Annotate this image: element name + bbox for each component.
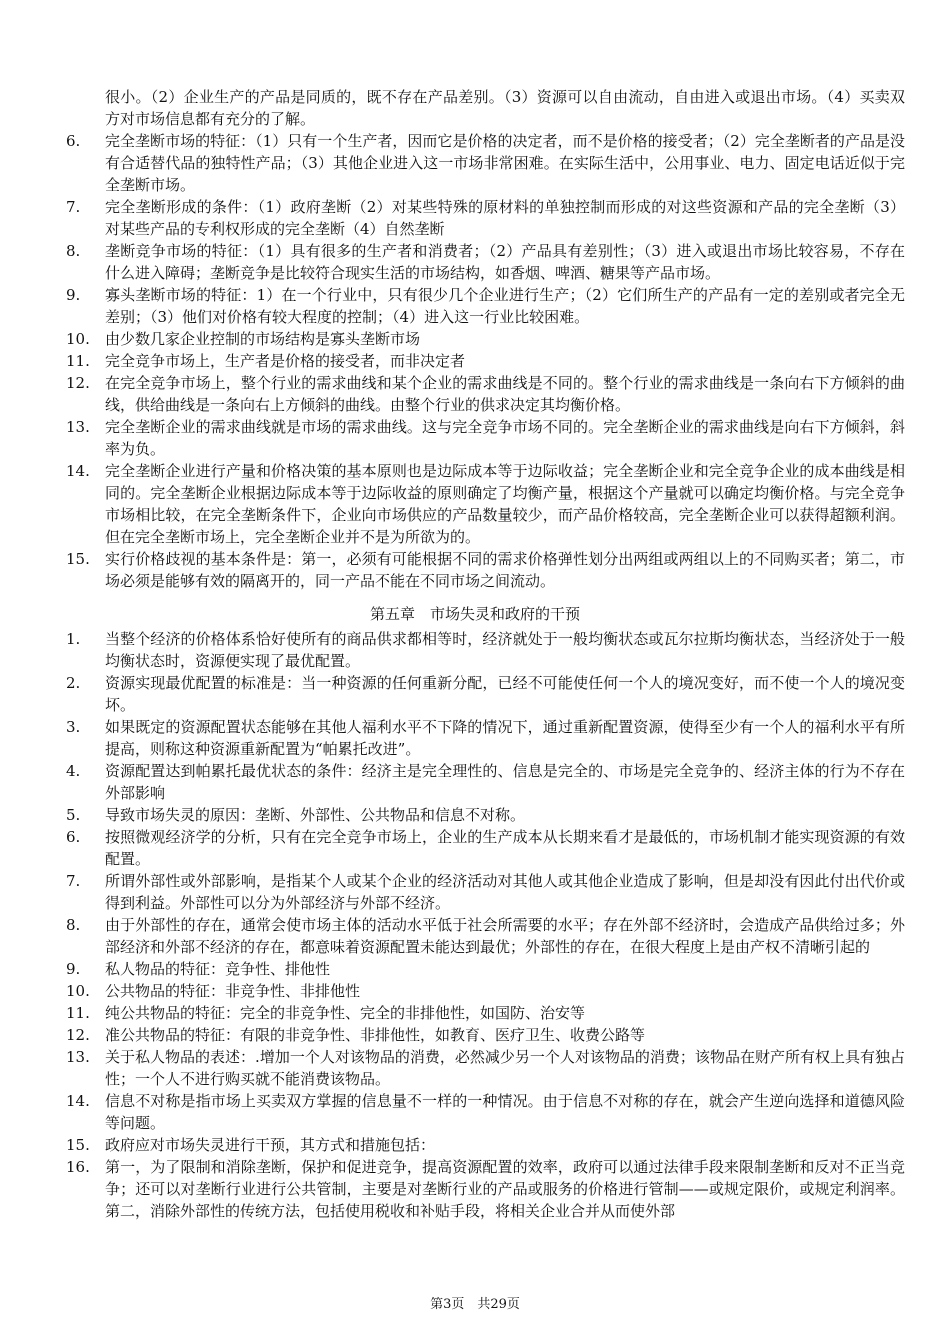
- item-number: 12.: [66, 1026, 90, 1044]
- item-number: 6.: [66, 132, 81, 150]
- list-item: [0, 628, 905, 672]
- list-item: [0, 672, 905, 716]
- item-text: 关于私人物品的表述：.增加一个人对该物品的消费，必然减少另一个人对该物品的消费；该物品在财产所有权上具有独占性；一个人不进行购买就不能消费该物品。: [105, 1048, 905, 1088]
- list-item: [0, 1090, 905, 1134]
- list-market-structures: [0, 130, 950, 592]
- list-item: [0, 548, 905, 592]
- list-item: [0, 1002, 905, 1024]
- list-item: [0, 196, 905, 240]
- list-item: [0, 240, 905, 284]
- item-number: 15.: [66, 1136, 90, 1154]
- item-number: 13.: [66, 418, 90, 436]
- list-item: [0, 1046, 905, 1090]
- item-text: 完全垄断形成的条件：（1）政府垄断（2）对某些特殊的原材料的单独控制而形成的对这些资源和产品的完全垄断（3）对某些产品的专利权形成的完全垄断（4）自然垄断: [105, 198, 905, 238]
- item-number: 6.: [66, 828, 81, 846]
- list-market-failure: [0, 628, 950, 1222]
- item-number: 10.: [66, 982, 90, 1000]
- item-text: 由于外部性的存在，通常会使市场主体的活动水平低于社会所需要的水平；存在外部不经济时，会造成产品供给过多；外部经济和外部不经济的存在，都意味着资源配置未能达到最优；外部性的存在，在很大程度上是由产权不清晰引起的: [105, 916, 905, 956]
- list-item: [0, 284, 905, 328]
- item-text: 按照微观经济学的分析，只有在完全竞争市场上，企业的生产成本从长期来看才是最低的，市场机制才能实现资源的有效配置。: [105, 828, 905, 868]
- item-text: 实行价格歧视的基本条件是：第一，必须有可能根据不同的需求价格弹性划分出两组或两组以上的不同购买者；第二，市场必须是能够有效的隔离开的，同一产品不能在不同市场之间流动。: [105, 550, 905, 590]
- list-item: [0, 716, 905, 760]
- chapter-title: 第五章 市场失灵和政府的干预: [369, 605, 580, 623]
- item-text: 资源配置达到帕累托最优状态的条件：经济主是完全理性的、信息是完全的、市场是完全竞争的、经济主体的行为不存在外部影响: [105, 762, 905, 802]
- item-text: 完全垄断企业进行产量和价格决策的基本原则也是边际成本等于边际收益；完全垄断企业和完全竞争企业的成本曲线是相同的。完全垄断企业根据边际成本等于边际收益的原则确定了均衡产量，根据这个产量就可以确定均衡价格。与完全竞争市场相比较，在完全垄断条件下，企业向市场供应的产品数量较少，而产品价格较高，完全垄断企业可以获得超额利润。但在完全垄断市场上，完全垄断企业并不是为所欲为的。: [105, 462, 905, 546]
- item-text: 完全垄断市场的特征：（1）只有一个生产者，因而它是价格的决定者，而不是价格的接受者；（2）完全垄断者的产品是没有合适替代品的独特性产品；（3）其他企业进入这一市场非常困难。在实际生活中，公用事业、电力、固定电话近似于完全垄断市场。: [105, 132, 905, 194]
- item-number: 5.: [66, 806, 81, 824]
- item-number: 16.: [66, 1158, 90, 1176]
- page-footer: 第3页 共29页: [430, 1297, 520, 1312]
- item-number: 8.: [66, 916, 81, 934]
- item-number: 14.: [66, 1092, 90, 1110]
- list-item: [0, 870, 905, 914]
- list-item: [0, 328, 905, 350]
- list-item: [0, 914, 905, 958]
- item-text: 准公共物品的特征：有限的非竞争性、非排他性，如教育、医疗卫生、收费公路等: [105, 1026, 646, 1044]
- list-item: [0, 1134, 905, 1156]
- item-text: 公共物品的特征：非竞争性、非排他性: [105, 982, 361, 1000]
- item-text: 信息不对称是指市场上买卖双方掌握的信息量不一样的一种情况。由于信息不对称的存在，就会产生逆向选择和道德风险等问题。: [105, 1092, 905, 1132]
- item-text: 第一，为了限制和消除垄断，保护和促进竞争，提高资源配置的效率，政府可以通过法律手段来限制垄断和反对不正当竞争；还可以对垄断行业进行公共管制，主要是对垄断行业的产品或服务的价格进行管制——或规定限价，或规定利润率。第二，消除外部性的传统方法，包括使用税收和补贴手段，将相关企业合并从而使外部: [105, 1158, 905, 1220]
- item-number: 12.: [66, 374, 90, 392]
- list-item: [0, 372, 905, 416]
- list-item: [0, 980, 905, 1002]
- list-item: [0, 826, 905, 870]
- item-number: 9.: [66, 960, 81, 978]
- list-item: [0, 1024, 905, 1046]
- item-number: 1.: [66, 630, 81, 648]
- item-text: 所谓外部性或外部影响，是指某个人或某个企业的经济活动对其他人或其他企业造成了影响，但是却没有因此付出代价或得到利益。外部性可以分为外部经济与外部不经济。: [105, 872, 905, 912]
- item-number: 2.: [66, 674, 81, 692]
- item-text: 当整个经济的价格体系恰好使所有的商品供求都相等时，经济就处于一般均衡状态或瓦尔拉斯均衡状态，当经济处于一般均衡状态时，资源便实现了最优配置。: [105, 630, 905, 670]
- item-number: 3.: [66, 718, 81, 736]
- list-item: [0, 804, 905, 826]
- item-number: 15.: [66, 550, 90, 568]
- item-number: 4.: [66, 762, 81, 780]
- item-number: 9.: [66, 286, 81, 304]
- item-text: 纯公共物品的特征：完全的非竞争性、完全的非排他性，如国防、治安等: [105, 1004, 586, 1022]
- item-number: 11.: [66, 352, 90, 370]
- continuation-paragraph: 很小。（2）企业生产的产品是同质的，既不存在产品差别。（3）资源可以自由流动，自由进入或退出市场。（4）买卖双方对市场信息都有充分的了解。: [105, 88, 905, 128]
- item-number: 10.: [66, 330, 90, 348]
- item-text: 政府应对市场失灵进行干预，其方式和措施包括：: [105, 1136, 436, 1154]
- item-text: 资源实现最优配置的标准是：当一种资源的任何重新分配，已经不可能使任何一个人的境况变好，而不使一个人的境况变坏。: [105, 674, 905, 714]
- item-text: 由少数几家企业控制的市场结构是寡头垄断市场: [105, 330, 421, 348]
- item-number: 7.: [66, 872, 81, 890]
- list-item: [0, 1156, 905, 1222]
- item-text: 完全垄断企业的需求曲线就是市场的需求曲线。这与完全竞争市场不同的。完全垄断企业的需求曲线是向右下方倾斜，斜率为负。: [105, 418, 905, 458]
- item-text: 私人物品的特征：竞争性、排他性: [105, 960, 331, 978]
- item-number: 11.: [66, 1004, 90, 1022]
- item-text: 导致市场失灵的原因：垄断、外部性、公共物品和信息不对称。: [105, 806, 526, 824]
- list-item: [0, 958, 905, 980]
- list-item: [0, 460, 905, 548]
- item-text: 如果既定的资源配置状态能够在其他人福利水平不下降的情况下，通过重新配置资源，使得至少有一个人的福利水平有所提高，则称这种资源重新配置为“帕累托改进”。: [105, 718, 905, 758]
- list-item: [0, 760, 905, 804]
- item-number: 8.: [66, 242, 81, 260]
- list-item: [0, 130, 905, 196]
- item-text: 寡头垄断市场的特征：1）在一个行业中，只有很少几个企业进行生产；（2）它们所生产的产品有一定的差别或者完全无差别；（3）他们对价格有较大程度的控制；（4）进入这一行业比较困难。: [105, 286, 905, 326]
- item-text: 完全竞争市场上，生产者是价格的接受者，而非决定者: [105, 352, 466, 370]
- item-text: 垄断竞争市场的特征：（1）具有很多的生产者和消费者；（2）产品具有差别性；（3）进入或退出市场比较容易，不存在什么进入障碍；垄断竞争是比较符合现实生活的市场结构，如香烟、啤酒、糖果等产品市场。: [105, 242, 905, 282]
- list-item: [0, 416, 905, 460]
- list-item: [0, 350, 905, 372]
- item-text: 在完全竞争市场上，整个行业的需求曲线和某个企业的需求曲线是不同的。整个行业的需求曲线是一条向右下方倾斜的曲线，供给曲线是一条向右上方倾斜的曲线。由整个行业的供求决定其均衡价格。: [105, 374, 905, 414]
- item-number: 7.: [66, 198, 81, 216]
- item-number: 13.: [66, 1048, 90, 1066]
- item-number: 14.: [66, 462, 90, 480]
